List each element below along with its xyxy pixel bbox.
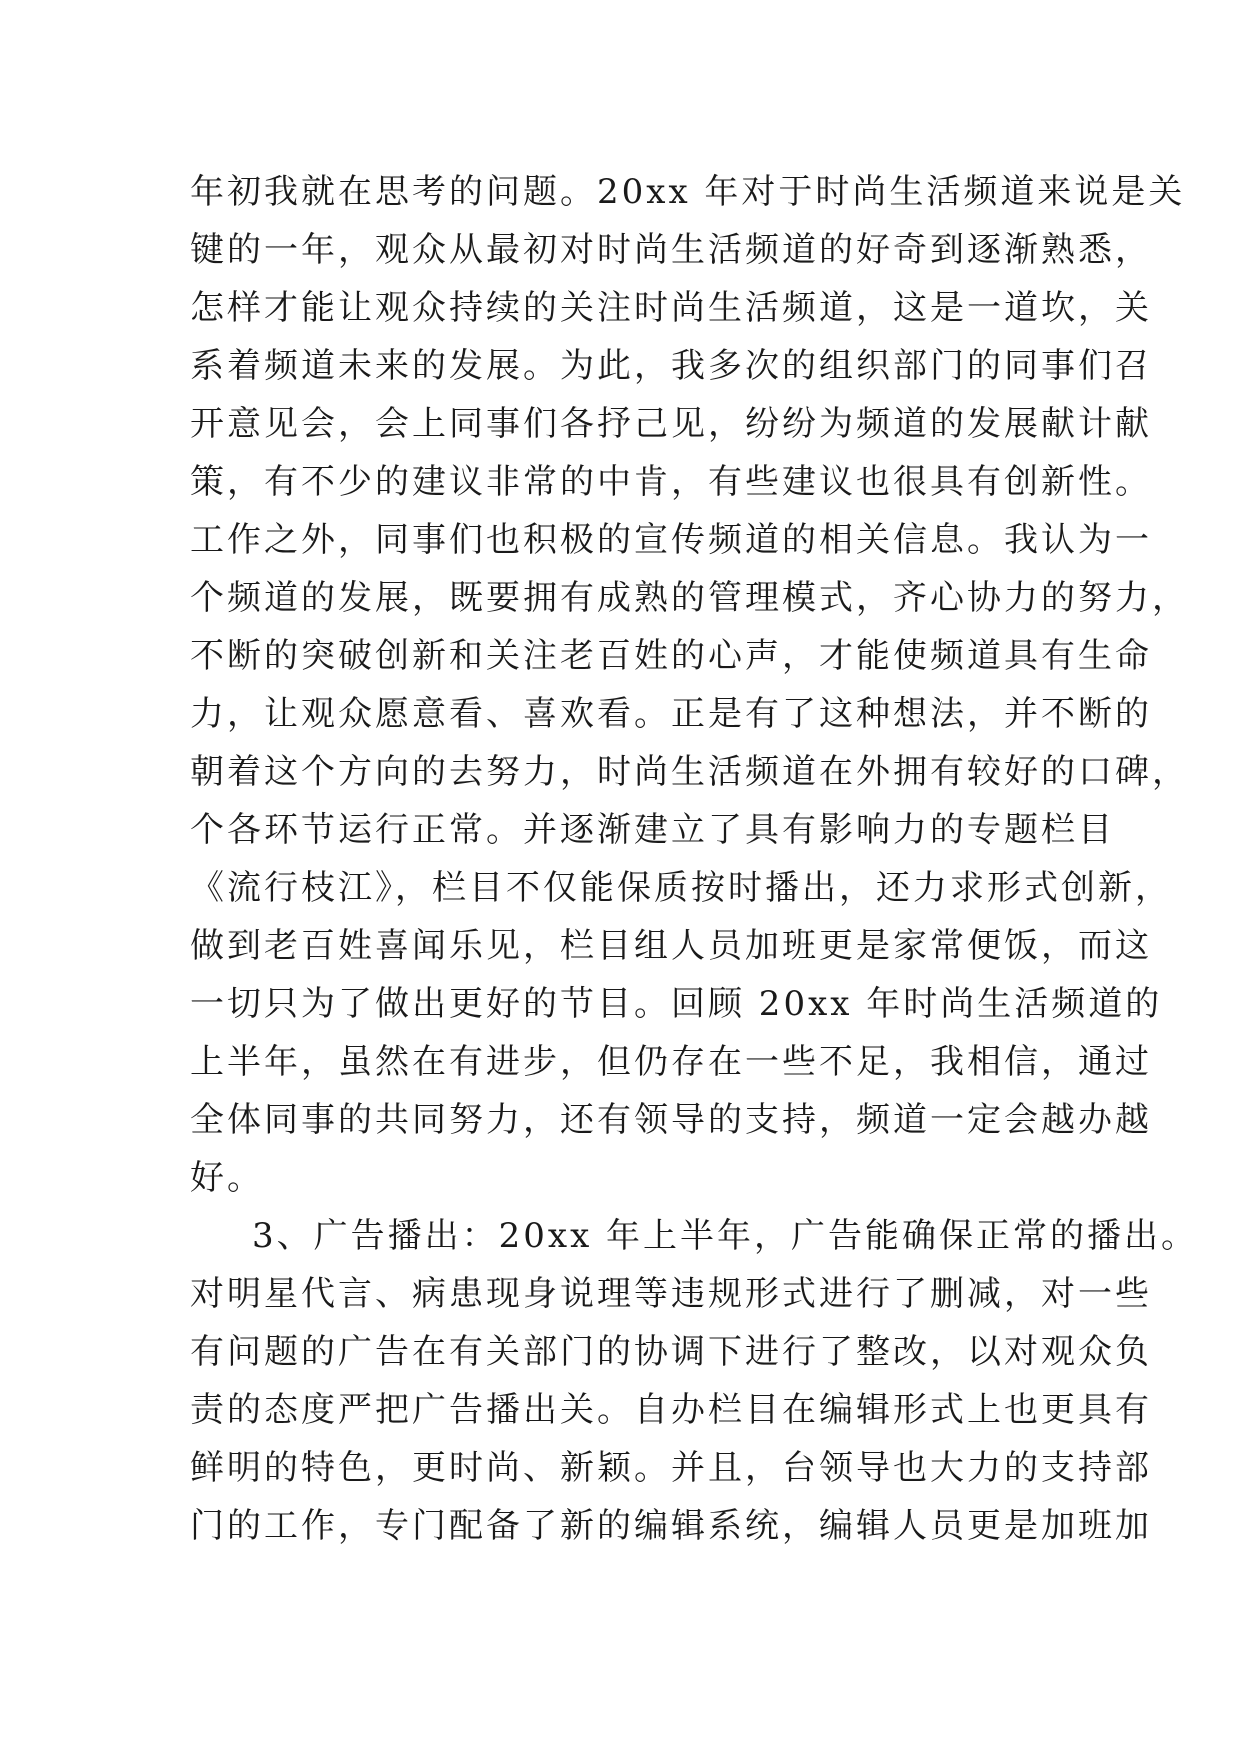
text-line: 不断的突破创新和关注老百姓的心声，才能使频道具有生命 — [190, 636, 1152, 676]
text-line: 鲜明的特色，更时尚、新颖。并且，台领导也大力的支持部 — [190, 1448, 1152, 1488]
text-line: 年初我就在思考的问题。20xx 年对于时尚生活频道来说是关 — [190, 172, 1186, 212]
text-line: 力，让观众愿意看、喜欢看。正是有了这种想法，并不断的 — [190, 694, 1152, 734]
text-line: 策，有不少的建议非常的中肯，有些建议也很具有创新性。 — [190, 462, 1152, 502]
text-line: 怎样才能让观众持续的关注时尚生活频道，这是一道坎，关 — [190, 288, 1152, 328]
text-line: 有问题的广告在有关部门的协调下进行了整改，以对观众负 — [190, 1332, 1152, 1372]
text-line: 开意见会，会上同事们各抒己见，纷纷为频道的发展献计献 — [190, 404, 1152, 444]
text-line: 上半年，虽然在有进步，但仍存在一些不足，我相信，通过 — [190, 1042, 1152, 1082]
text-line: 工作之外，同事们也积极的宣传频道的相关信息。我认为一 — [190, 520, 1152, 560]
text-line: 一切只为了做出更好的节目。回顾 20xx 年时尚生活频道的 — [190, 984, 1163, 1024]
text-line: 个各环节运行正常。并逐渐建立了具有影响力的专题栏目 — [190, 810, 1115, 850]
text-line: 门的工作，专门配备了新的编辑系统，编辑人员更是加班加 — [190, 1506, 1152, 1546]
text-line: 全体同事的共同努力，还有领导的支持，频道一定会越办越 — [190, 1100, 1152, 1140]
text-line: 责的态度严把广告播出关。自办栏目在编辑形式上也更具有 — [190, 1390, 1152, 1430]
text-line: 朝着这个方向的去努力，时尚生活频道在外拥有较好的口碑， — [190, 752, 1189, 792]
text-line: 键的一年，观众从最初对时尚生活频道的好奇到逐渐熟悉， — [190, 230, 1152, 270]
text-line: 做到老百姓喜闻乐见，栏目组人员加班更是家常便饭，而这 — [190, 926, 1152, 966]
text-line: 好。 — [190, 1158, 264, 1198]
body-text — [190, 163, 1199, 1555]
text-line: 《流行枝江》，栏目不仅能保质按时播出，还力求形式创新， — [190, 868, 1172, 908]
text-line: 系着频道未来的发展。为此，我多次的组织部门的同事们召 — [190, 346, 1152, 386]
text-line-paragraph-start: 3、广告播出：20xx 年上半年，广告能确保正常的播出。 — [252, 1216, 1199, 1256]
text-line: 个频道的发展，既要拥有成熟的管理模式，齐心协力的努力， — [190, 578, 1189, 618]
text-line: 对明星代言、病患现身说理等违规形式进行了删减，对一些 — [190, 1274, 1152, 1314]
